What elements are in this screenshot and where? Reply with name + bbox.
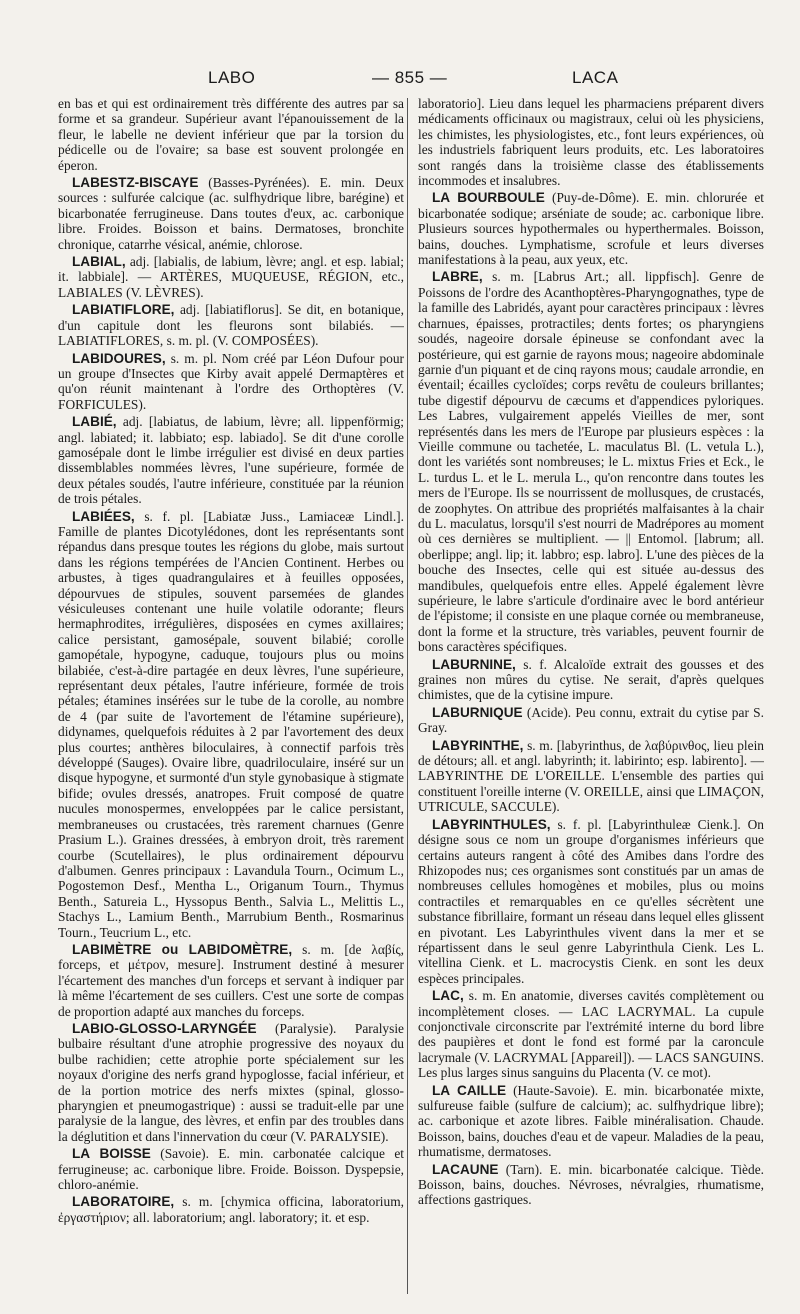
entry <box>58 1146 404 1192</box>
entry <box>418 96 764 188</box>
entry-text: en bas et qui est ordinairement très différente des autres par sa forme et sa grandeur. Supérieur avant l'épanouissement de la fleur, le labelle ne devient inférieur que par la torsion du pédicelle ou de l'ovaire; sa base est souvent prolongée en éperon. <box>58 96 404 173</box>
entry-text: (Paralysie). Paralysie bulbaire résultant d'une atrophie progressive des noyaux du bulbe rachidien; cette atrophie porte spécialement sur les noyaux d'origine des nerfs grand hypoglosse, facial inférieur, et de la portion motrice des nerfs mixtes (spinal, glosso-pharyngien et pneumogastrique) : aussi se traduit-elle par une paralysie de la langue, des lèvres, et enfin par des troubles dans la déglutition et dans l'innervation du cœur (V. PARALYSIE). <box>58 1020 404 1144</box>
entry-text: laboratorio]. Lieu dans lequel les pharmaciens préparent divers médicaments officinaux ou magistraux, celui où les physiciens, les chimistes, les physiologistes, etc., font leurs expériences, où les industriels fabriquent leurs produits, etc. Les laboratoires sont rangés dans la troisième classe des établissements incommodes et insalubres. <box>418 96 764 189</box>
entry-headword: LABYRINTHE, <box>432 737 524 753</box>
entry-text: adj. [labiatus, de labium, lèvre; all. lippenförmig; angl. labiated; it. labbiato; esp. labiado]. Se dit d'une corolle gamosépale dont le limbe irrégulier est divisé en deux parties dissemblables nommées lèvres, l'une supérieure, formée de deux pétales soudés, l'autre inférieure, constituée par la réunion de trois pétales. <box>58 414 404 507</box>
entry <box>418 738 764 815</box>
entry-headword: LABIÉ, <box>72 414 117 430</box>
entry <box>418 190 764 267</box>
entry-headword: LABIATIFLORE, <box>72 302 175 318</box>
entry <box>58 509 404 940</box>
entry <box>418 657 764 703</box>
entry-headword: LA BOURBOULE <box>432 190 545 206</box>
entry-text: (Puy-de-Dôme). E. min. chlorurée et bicarbonatée sodique; arséniate de soude; ac. carbonique libre. Plusieurs sources hypothermales ou hyperthermales. Boisson, bains, douches. Lymphatisme, scrofule et leurs diverses manifestations à la peau, aux yeux, etc. <box>418 190 764 268</box>
entry-headword: LABIÉES, <box>72 508 135 524</box>
entry-text: s. m. pl. Nom créé par Léon Dufour pour un groupe d'Insectes que Kirby avait appelé Dermaptères et qu'on réunit maintenant à l'ordre des Orthoptères (V. FORFICULES). <box>58 350 404 412</box>
entry <box>58 1021 404 1144</box>
entry-headword: LABYRINTHULES, <box>432 816 551 832</box>
entry <box>58 942 404 1019</box>
entry-text: s. m. En anatomie, diverses cavités complètement ou incomplètement closes. — LAC LACRYMAL. La cupule conjonctivale circonscrite par l'extrémité interne du bord libre des paupières et dont le fond est formé par la caroncule lacrymale (V. LACRYMAL [Appareil]). — LACS SANGUINS. Les plus larges sinus sanguins du Placenta (V. ce mot). <box>418 988 764 1081</box>
entry-headword: LABRE, <box>432 269 483 285</box>
entry-headword: LA BOISSE <box>72 1146 151 1162</box>
entry-text: (Savoie). E. min. carbonatée calcique et ferrugineuse; ac. carbonique libre. Froide. Boisson. Dyspepsie, chloro-anémie. <box>58 1146 404 1193</box>
entry-headword: LA CAILLE <box>432 1082 507 1098</box>
entry-headword: LABIO-GLOSSO-LARYNGÉE <box>72 1020 257 1036</box>
entry-text: (Basses-Pyrénées). E. min. Deux sources : sulfurée calcique (ac. sulfhydrique libre, barégine) et bicarbonatée ferrugineuse. Dans toutes d'eux, ac. carbonique libre. Froides. Boisson et bains. Dermatoses, bronchite chronique, catarrhe vésical, anémie, chlorose. <box>58 175 404 252</box>
entry-text: s. m. [chymica officina, laboratorium, ἐργαστήριον; all. laboratorium; angl. laboratory; it. et esp. <box>58 1194 404 1225</box>
entry <box>418 705 764 736</box>
header-left-word: LABO <box>208 68 256 87</box>
entry-headword: LABURNINE, <box>432 656 516 672</box>
entry <box>58 302 404 348</box>
entry <box>418 269 764 654</box>
right-column <box>418 96 764 1296</box>
entry <box>58 175 404 252</box>
entry-text: s. f. pl. [Labyrinthuleæ Cienk.]. On désigne sous ce nom un groupe d'organismes inférieurs que certains auteurs rangent à côté des Amibes dans l'ordre des Rhizopodes nus; ces organismes sont constitués par un amas de nombreuses cellules homogènes et mobiles, plus ou moins contractiles et remarquables en ce qu'elles sécrètent une substance fibrillaire, formant un réseau dans lequel elles glissent en pivotant. Les Labyrinthules vivent dans la mer et se répartissent dans le seul genre Labyrinthula Cienk. Les L. vitellina Cienk. et L. macrocystis Cienk. en sont les deux espèces principales. <box>418 816 764 986</box>
entry <box>58 254 404 300</box>
entry-headword: LABURNIQUE <box>432 704 523 720</box>
entry-text: s. f. pl. [Labiatæ Juss., Lamiaceæ Lindl.]. Famille de plantes Dicotylédones, dont les représentants sont répandus dans presque toutes les régions du globe, mais surtout dans les régions tempérées de l'Ancien Continent. Herbes ou arbustes, à tiges quadrangulaires et à feuilles opposées, dépourvues de stipules, souvent parsemées de glandes vésiculeuses contenant une huile volatile odorante; fleurs hermaphrodites, irrégulières, disposées en cymes axillaires; calice persistant, gamosépale, souvent bilabié; corolle gamopétale, hypogyne, caduque, toujours plus ou moins bilabiée, c'est-à-dire partagée en deux lèvres, l'une supérieure, représentant deux pétales, l'autre inférieure, formée de trois pétales; étamines insérées sur le tube de la corolle, au nombre de 4 (par suite de l'avortement de l'étamine supérieure), didynames, quelquefois réduites à 2 par l'avortement des deux plus courtes; anthères biloculaires, à connectif parfois très développé (Sauges). Ovaire libre, quadriloculaire, inséré sur un disque hypogyne, et surmonté d'un style gynobasique à stigmate bifide; ovules dressés, anatropes. Fruit composé de quatre nucules monospermes, enveloppées par le calice persistant, membraneuses ou crustacées, très rarement charnues (Genre Prasium L.). Graines dressées, à embryon droit, très rarement courbe (Scutellaires), le plus ordinairement dépourvu d'albumen. Genres principaux : Lavandula Tourn., Ocimum L., Pogostemon Desf., Mentha L., Origanum Tourn., Thymus Benth., Satureia L., Hyssopus Benth., Salvia L., Melittis L., Stachys L., Lamium Benth., Marrubium Benth., Rosmarinus Tourn., Teucrium L., etc. <box>58 508 404 940</box>
entry-headword: LACAUNE <box>432 1161 499 1177</box>
entry-headword: LABORATOIRE, <box>72 1194 175 1210</box>
entry-text: (Tarn). E. min. bicarbonatée calcique. Tiède. Boisson, bains, douches. Névroses, névralgies, rhumatisme, affections gastriques. <box>418 1161 764 1208</box>
entry <box>418 988 764 1080</box>
entry-text: s. m. [Labrus Art.; all. lippfisch]. Genre de Poissons de l'ordre des Acanthoptères-Pharyngognathes, type de la famille des Labridés, ayant pour caractères principaux : lèvres charnues, épaisses, protractiles; dents fortes; os pharyngiens soudés, nageoire dorsale épineuse se confondant avec la postérieure, qui est garnie de rayons mous; nageoire abdominale garnie d'un piquant et de cinq rayons mous; caudale arrondie, en éventail; écailles cycloïdes; corps revêtu de couleurs brillantes; tube digestif dépourvu de cæcums et d'appendices pyloriques. Les Labres, vulgairement appelés Vieilles de mer, sont représentés dans les mers de l'Europe par plusieurs espèces : la Vieille commune ou tachetée, L. maculatus Bl. (L. vetula L.), dont les variétés sont nombreuses; le L. mixtus Fries et Eck., le L. turdus L. et le L. merula L., qu'on rencontre dans toutes les mers de l'Europe. Ils se nourrissent de mollusques, de crustacés, de zoophytes. On attribue des propriétés malfaisantes à la chair du L. maculatus, lorsqu'il s'est nourri de Madrépores au moment où ces dernières se multiplient. — || Entomol. [labrum; all. oberlippe; angl. lip; it. labbro; esp. labro]. L'une des pièces de la bouche des Insectes, celle qui est située au-dessus des mandibules, quelquefois entre elles. Appelé également lèvre supérieure, le labre s'articule d'ordinaire avec le bord antérieur de l'épistome; il consiste en une plaque cornée ou membraneuse, dont la forme et la structure, très variables, peuvent fournir de bons caractères spécifiques. <box>418 269 764 655</box>
entry <box>58 96 404 173</box>
entry-text: adj. [labiatiflorus]. Se dit, en botanique, d'un capitule dont les fleurons sont bilabiés. — LABIATIFLORES, s. m. pl. (V. COMPOSÉES). <box>58 302 404 349</box>
header-right-word: LACA <box>572 68 619 87</box>
entry-text: s. m. [de λαβίς, forceps, et μέτρον, mesure]. Instrument destiné à mesurer l'écartement des manches d'un forceps et servant à indiquer par là même l'écartement de ses cuillers. C'est une sorte de compas de proportion adapté aux manches du forceps. <box>58 941 404 1019</box>
entry-text: (Acide). Peu connu, extrait du cytise par S. Gray. <box>418 704 764 736</box>
entry-text: s. m. [labyrinthus, de λαβύρινθος, lieu plein de détours; all. et angl. labyrinth; it. labirinto; esp. labirento]. — LABYRINTHE DE L'OREILLE. L'ensemble des parties qui constituent l'oreille interne (V. OREILLE, ainsi que LIMAÇON, UTRICULE, SACCULE). <box>418 737 764 815</box>
entry <box>418 817 764 986</box>
entry <box>418 1083 764 1160</box>
left-column <box>58 96 404 1296</box>
entry-headword: LABIDOURES, <box>72 350 166 366</box>
entry-text: s. f. Alcaloïde extrait des gousses et des graines non mûres du cytise. Ne serait, d'après quelques chimistes, que de la cytisine impure. <box>418 656 764 703</box>
entry <box>58 1194 404 1225</box>
entry-headword: LABIMÈTRE ou LABIDOMÈTRE, <box>72 941 293 957</box>
entry <box>58 351 404 413</box>
entry-headword: LAC, <box>432 988 464 1004</box>
entry-headword: LABESTZ-BISCAYE <box>72 175 199 191</box>
running-head <box>0 68 800 94</box>
entry <box>418 1162 764 1208</box>
column-divider <box>407 98 408 1294</box>
entry-text: (Haute-Savoie). E. min. bicarbonatée mixte, sulfureuse faible (sulfure de calcium); ac. sulfhydrique libre); ac. carbonique et azote libres. Faible minéralisation. Chaude. Boisson, bains, douches d'eau et de vapeur. Maladies de la peau, rhumatisme, dermatoses. <box>418 1082 764 1160</box>
page-number: — 855 — <box>372 68 448 87</box>
entry <box>58 414 404 506</box>
entry-text: adj. [labialis, de labium, lèvre; angl. et esp. labial; it. labbiale]. — ARTÈRES, MUQUEUSE, RÉGION, etc., LABIALES (V. LÈVRES). <box>58 254 404 300</box>
entry-headword: LABIAL, <box>72 254 126 270</box>
